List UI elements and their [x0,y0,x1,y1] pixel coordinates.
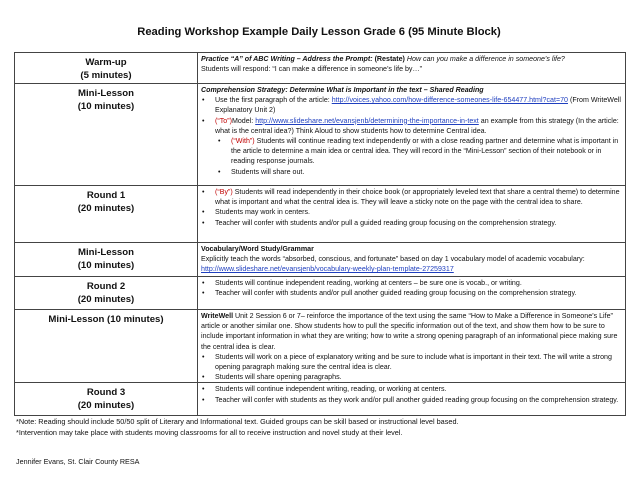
list-item: • Students will share opening paragraphs. [215,372,622,382]
row-label-time: (20 minutes) [77,294,135,305]
list-item: • Teacher will confer with students and/or pull another guided reading group focusing on the comprehension strategy. [215,288,622,298]
row-label-title: Round 2 [86,281,126,292]
row-label-title: Mini-Lesson [78,88,134,99]
strategy-heading: Comprehension Strategy: Determine What is Important in the text – Shared Reading [201,86,484,94]
row-content [198,84,626,186]
row-label-time: (5 minutes) [80,70,132,81]
table-row-mini-lesson-vocabulary [15,243,626,277]
row-label-time: (20 minutes) [77,203,135,214]
prompt-question: How can you make a difference in someone’s life? [404,55,565,63]
row-label [15,243,198,277]
row-content [198,53,626,84]
list-item: • (“With”) Students will continue reading text independently or with a close reading partner and determine what is important in the article to determine a main idea or central idea. They will record in the “Mini-Lesson” section of their notebook or in reading response journals. [231,136,622,167]
list-item: • Students will share out. [231,167,622,177]
vocab-link[interactable]: http://www.slideshare.net/evansjenb/vocabulary-weekly-plan-template-27259317 [201,265,454,274]
slideshare-link[interactable]: http://www.slideshare.net/evansjenb/determining-the-importance-in-text [255,116,479,125]
row-content [198,186,626,243]
list-item: • (“To”)Model: http://www.slideshare.net/evansjenb/determining-the-importance-in-text an example from this strategy (In the article: what is the central idea?) Think Aloud to show students how to determine Central idea. • (“With”) Students will continue reading text independently or with a close reading partner and determine what is important in the article to determine a main idea or central idea. They will record in the “Mini-Lesson” section of their notebook or in reading response journals. • Students will share out. [215,116,622,177]
row-label [15,383,198,416]
row-label [15,53,198,84]
restate-label: (Restate) [374,55,405,63]
article-link[interactable]: http://voices.yahoo.com/how-difference-someones-life-654477.html?cat=70 [331,96,568,105]
row-label-time: (20 minutes) [77,400,135,412]
note-intervention: *Intervention may take place with students moving classrooms for all to receive instruction and novel study at their level. [16,428,403,437]
list-item: • (“By”) Students will read independently in their choice book (or appropriately leveled text that share a central theme) to determine what is important and what the central idea is. They will leave a sticky note on the page with the central idea to share. [215,187,622,207]
row-label [15,277,198,310]
prompt-response: Students will respond: “I can make a difference in someone’s life by…” [201,65,422,74]
lesson-table [14,52,626,416]
row-label-title: Warm-up [85,57,127,68]
row-content [198,383,626,416]
table-row-mini-lesson-writewell [15,310,626,383]
row-label-time: (10 minutes) [77,101,135,112]
row-content [198,277,626,310]
list-item: • Use the first paragraph of the article: http://voices.yahoo.com/how-difference-someones-life-654477.html?cat=70 (From WriteWell Explanatory Unit 2) [215,95,622,115]
table-row-round-1 [15,186,626,243]
author-footer: Jennifer Evans, St. Clair County RESA [16,457,140,466]
page-title: Reading Workshop Example Daily Lesson Grade 6 (95 Minute Block) [137,26,501,38]
row-label-title: Mini-Lesson (10 minutes) [48,314,164,325]
vocab-heading: Vocabulary/Word Study/Grammar [201,245,314,253]
table-row-warmup [15,53,626,84]
prompt-heading: Practice “A” of ABC Writing – Address the Prompt: [201,55,375,63]
list-item: • Students will work on a piece of explanatory writing and be sure to include what is important in their text. The will write a strong opening paragraph making sure the central idea is clear. [215,352,622,372]
row-label-title: Round 1 [86,190,126,201]
row-label-time: (10 minutes) [77,260,135,271]
list-item: • Students may work in centers. [215,207,622,217]
note-reading-split: *Note: Reading should include 50/50 split of Literary and Informational text. Guided groups can be skill based or instructional level based. [16,417,459,426]
table-row-mini-lesson-comprehension [15,84,626,186]
list-item: • Students will continue independent writing, reading, or working at centers. [215,384,622,394]
row-label [15,186,198,243]
writewell-heading: WriteWell [201,312,234,320]
list-item: • Teacher will confer with students as they work and/or pull another guided reading group focusing on the comprehension strategy. [215,395,622,405]
list-item: • Teacher will confer with students and/or pull a guided reading group focusing on the comprehension strategy. [215,218,622,228]
table-row-round-3 [15,383,626,416]
row-content: WriteWell Unit 2 Session 6 or 7– reinforce the importance of the text using the same “How to Make a Difference in Someone’s Life” article or another similar one. Show students how to pull the specific information out of the text, and show them how to be sure to include important information in what they are writing; how to write a strong opening paragraph of an informational piece making sure the central idea is clear. • Students will work on a piece of explanatory writing and be sure to include what is important in their text. The will write a strong opening paragraph making sure the central idea is clear. • Students will share opening paragraphs. [198,310,626,383]
row-label-title: Mini-Lesson [78,247,134,258]
list-item: • Students will continue independent reading, working at centers – be sure one is vocab., or writing. [215,278,622,288]
table-row-round-2 [15,277,626,310]
row-label [15,84,198,186]
row-label-title: Round 3 [86,387,126,399]
row-label [15,310,198,383]
row-content: Vocabulary/Word Study/Grammar Explicitly teach the words “absorbed, conscious, and fortunate” based on day 1 vocabulary model of academic vocabulary: http://www.slideshare.net/evansjenb/vocabulary-weekly-plan-template-27259317 [198,243,626,277]
